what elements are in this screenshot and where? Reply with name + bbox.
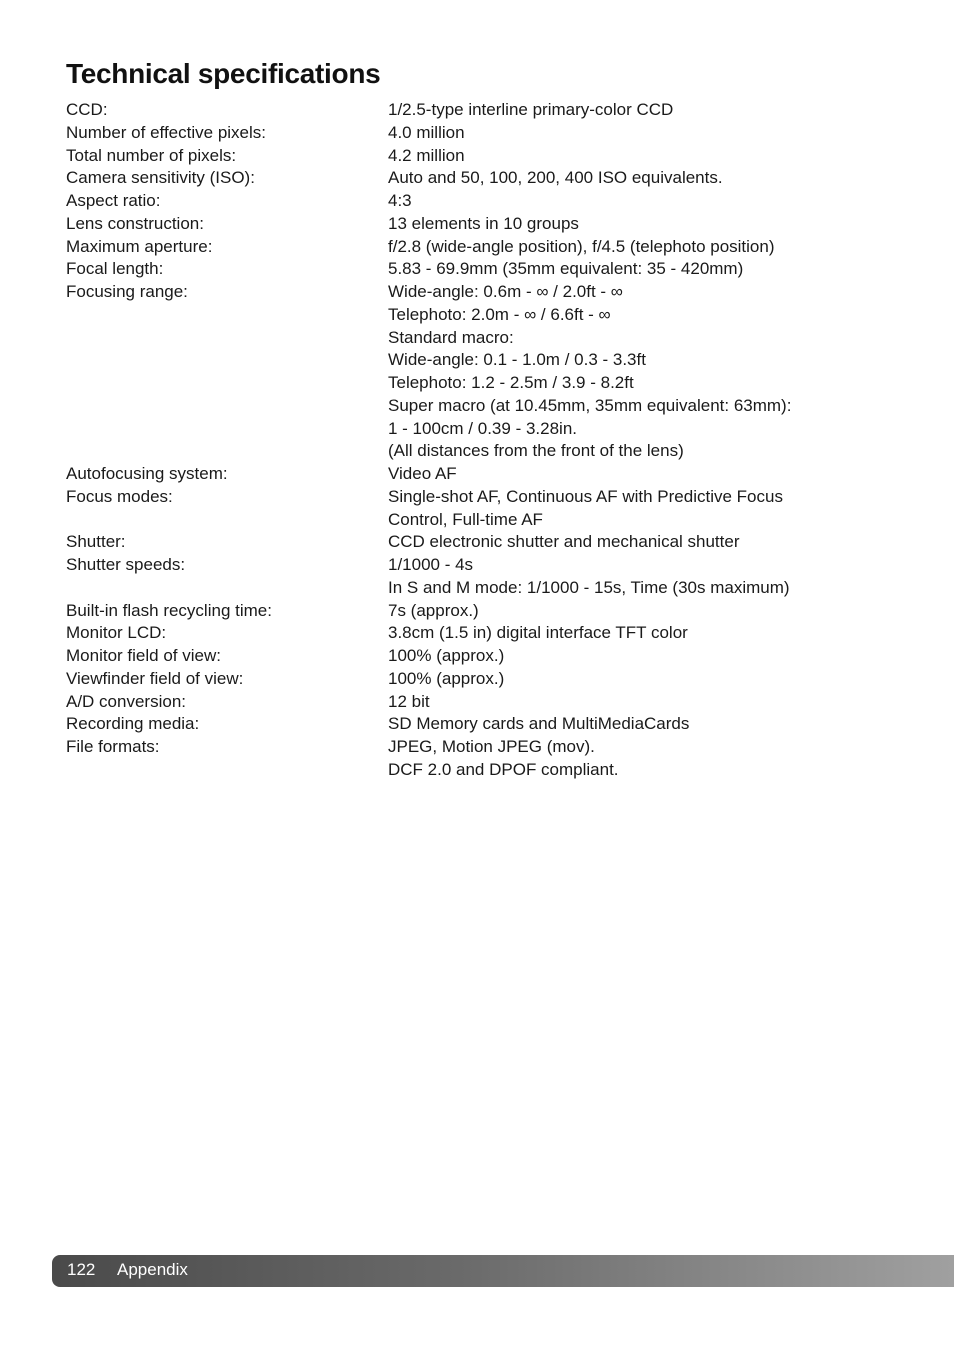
spec-value-line: 1/1000 - 4s (388, 555, 474, 574)
footer-bar (52, 1255, 954, 1287)
spec-row (66, 645, 866, 668)
spec-label: Lens construction: (66, 213, 204, 233)
spec-value-line: Auto and 50, 100, 200, 400 ISO equivalents. (388, 168, 723, 188)
spec-row (66, 236, 866, 259)
spec-value-line: 3.8cm (1.5 in) digital interface TFT color (388, 623, 688, 643)
spec-value (388, 622, 866, 645)
spec-row (66, 99, 866, 122)
spec-table (66, 99, 866, 782)
spec-value-line: (All distances from the front of the lens) (388, 441, 684, 461)
spec-value-line: Video AF (388, 464, 457, 483)
spec-value-line: Single-shot AF, Continuous AF with Predictive Focus (388, 486, 783, 506)
spec-label: Monitor field of view: (66, 646, 221, 665)
spec-row (66, 122, 866, 145)
spec-value-line: In S and M mode: 1/1000 - 15s, Time (30s maximum) (388, 577, 790, 597)
spec-value (388, 668, 866, 691)
spec-value (388, 122, 866, 145)
spec-label: Total number of pixels: (66, 145, 237, 165)
spec-row (66, 463, 866, 486)
spec-label: A/D conversion: (66, 691, 186, 711)
spec-row (66, 554, 866, 600)
spec-value-line: 7s (approx.) (388, 600, 479, 620)
spec-value-line: 1/2.5-type interline primary-color CCD (388, 100, 674, 119)
spec-value-line: CCD electronic shutter and mechanical shutter (388, 532, 740, 552)
spec-value (388, 554, 866, 600)
spec-value-line: 1 - 100cm / 0.39 - 3.28in. (388, 418, 577, 438)
page-number: 122 (67, 1260, 96, 1279)
spec-value (388, 645, 866, 668)
spec-row (66, 531, 866, 554)
spec-value-line: Telephoto: 1.2 - 2.5m / 3.9 - 8.2ft (388, 373, 634, 392)
spec-label: Focus modes: (66, 486, 173, 506)
spec-row (66, 145, 866, 168)
spec-label: Aspect ratio: (66, 191, 161, 210)
spec-row (66, 281, 866, 463)
spec-value-line: SD Memory cards and MultiMediaCards (388, 714, 690, 734)
spec-value-line: Wide-angle: 0.1 - 1.0m / 0.3 - 3.3ft (388, 350, 646, 370)
spec-value-line: JPEG, Motion JPEG (mov). (388, 737, 595, 756)
spec-value (388, 213, 866, 236)
spec-value-line: DCF 2.0 and DPOF compliant. (388, 759, 619, 779)
spec-value-line: 5.83 - 69.9mm (35mm equivalent: 35 - 420mm) (388, 259, 744, 279)
spec-row (66, 167, 866, 190)
spec-label: Monitor LCD: (66, 623, 167, 643)
spec-value (388, 190, 866, 213)
spec-label: Focusing range: (66, 282, 188, 301)
spec-value-line: 13 elements in 10 groups (388, 213, 579, 233)
spec-row (66, 190, 866, 213)
spec-value-line: Control, Full-time AF (388, 509, 543, 529)
spec-value-line: 100% (approx.) (388, 668, 505, 688)
spec-label: Maximum aperture: (66, 236, 213, 256)
spec-value (388, 236, 866, 259)
spec-value (388, 99, 866, 122)
spec-label: File formats: (66, 737, 160, 756)
spec-row (66, 713, 866, 736)
spec-label: Viewfinder field of view: (66, 668, 244, 688)
spec-value-line: 12 bit (388, 691, 430, 711)
spec-label: Shutter speeds: (66, 555, 186, 574)
spec-value-line: 4.0 million (388, 122, 465, 142)
spec-row (66, 691, 866, 714)
spec-value-line: Wide-angle: 0.6m - ∞ / 2.0ft - ∞ (388, 282, 623, 301)
spec-label: Autofocusing system: (66, 464, 228, 483)
spec-value (388, 713, 866, 736)
spec-row (66, 736, 866, 782)
spec-value-line: Telephoto: 2.0m - ∞ / 6.6ft - ∞ (388, 304, 611, 324)
spec-value-line: 4.2 million (388, 145, 465, 165)
spec-row (66, 213, 866, 236)
spec-label: Shutter: (66, 532, 126, 552)
spec-row (66, 622, 866, 645)
spec-label: Camera sensitivity (ISO): (66, 168, 255, 188)
page-title: Technical specifications (66, 58, 381, 89)
spec-label: Recording media: (66, 714, 200, 734)
spec-value-line: 4:3 (388, 191, 412, 210)
spec-value (388, 281, 866, 463)
spec-value (388, 463, 866, 486)
spec-row (66, 600, 866, 623)
spec-label: CCD: (66, 100, 108, 119)
spec-value (388, 691, 866, 714)
spec-value (388, 736, 866, 782)
spec-row (66, 668, 866, 691)
spec-value (388, 258, 866, 281)
spec-row (66, 258, 866, 281)
spec-label: Focal length: (66, 259, 164, 279)
spec-value (388, 167, 866, 190)
spec-row (66, 486, 866, 532)
spec-label: Number of effective pixels: (66, 122, 266, 142)
spec-value (388, 531, 866, 554)
spec-value (388, 600, 866, 623)
spec-value (388, 486, 866, 532)
spec-value-line: Standard macro: (388, 327, 514, 347)
spec-value-line: f/2.8 (wide-angle position), f/4.5 (telephoto position) (388, 236, 775, 256)
spec-value (388, 145, 866, 168)
spec-label: Built-in flash recycling time: (66, 600, 272, 620)
section-name: Appendix (117, 1260, 188, 1279)
spec-value-line: Super macro (at 10.45mm, 35mm equivalent: 63mm): (388, 395, 792, 415)
spec-value-line: 100% (approx.) (388, 646, 505, 665)
